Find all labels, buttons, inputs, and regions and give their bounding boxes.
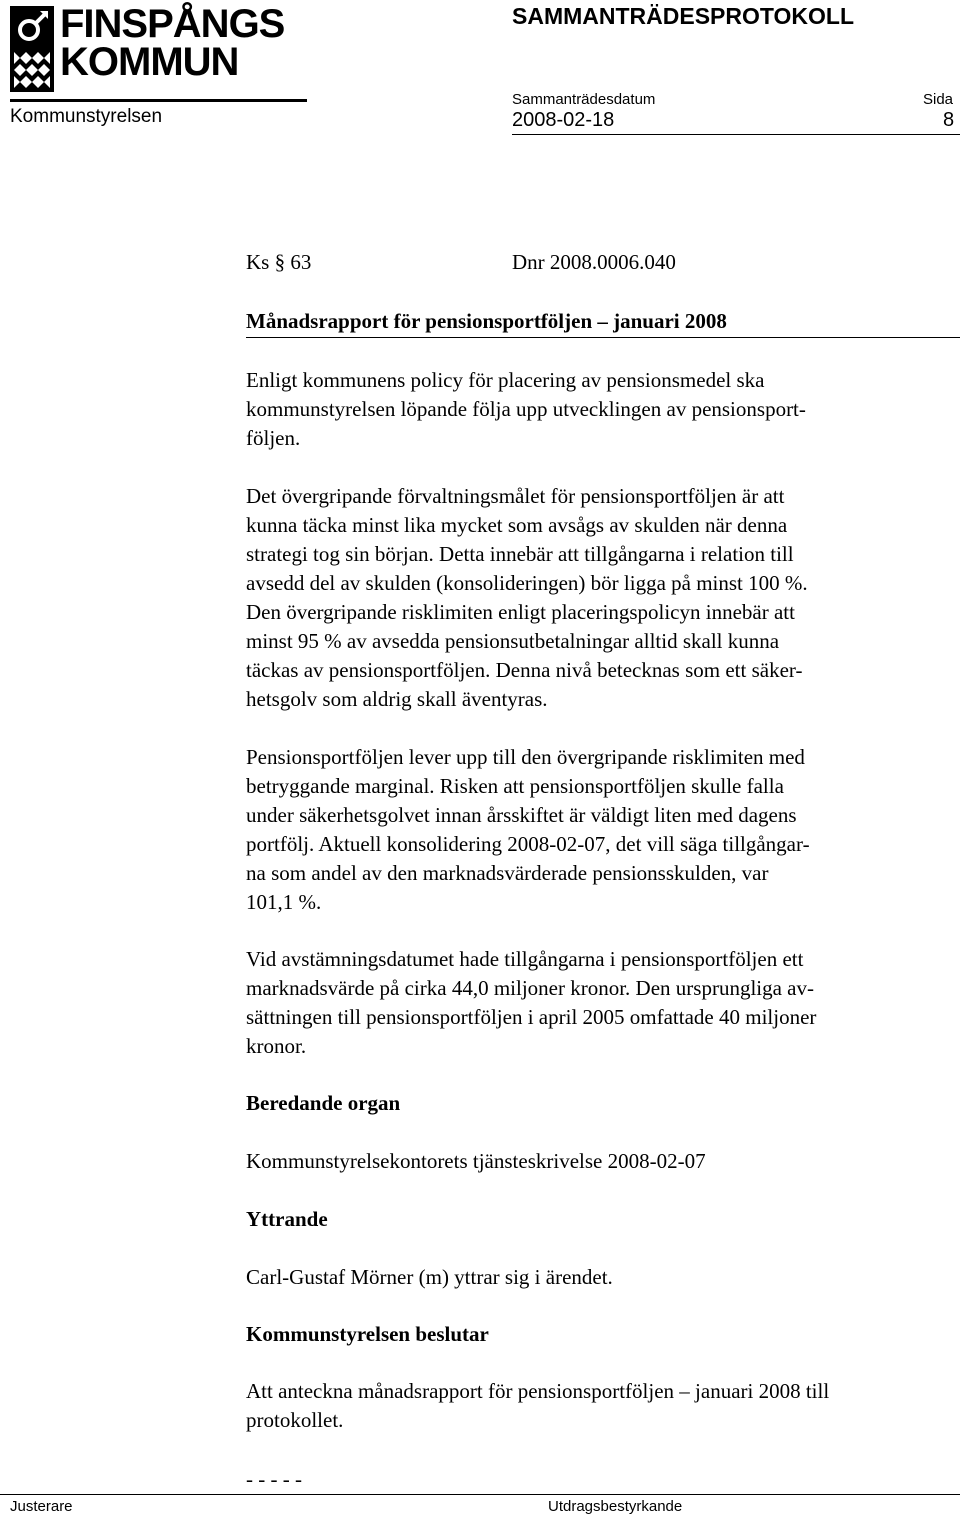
page-label: Sida bbox=[923, 91, 954, 108]
header-divider bbox=[512, 134, 960, 135]
footer-certification-label: Utdragsbestyrkande bbox=[548, 1498, 683, 1515]
case-paragraph-number: Ks § 63 bbox=[246, 250, 312, 274]
text-line: Det övergripande förvaltningsmålet för pensionsportföljen är att bbox=[246, 484, 785, 508]
text-line: Vid avstämningsdatumet hade tillgångarna i pensionsportföljen ett bbox=[246, 947, 804, 971]
case-registration-number: Dnr 2008.0006.040 bbox=[512, 250, 676, 274]
paragraph-4 bbox=[246, 945, 946, 1061]
text-line: portfölj. Aktuell konsolidering 2008-02-07, det vill säga tillgångar- bbox=[246, 832, 810, 856]
decision-text bbox=[246, 1377, 946, 1435]
text-line: protokollet. bbox=[246, 1408, 344, 1432]
text-line: täckas av pensionsportföljen. Denna nivå betecknas som ett säker- bbox=[246, 658, 803, 682]
preparing-body-heading: Beredande organ bbox=[246, 1091, 401, 1115]
paragraph-1 bbox=[246, 366, 946, 453]
logo-text-finspangs: FINSPÅNGS bbox=[60, 2, 285, 46]
organization-name: Kommunstyrelsen bbox=[10, 106, 163, 127]
text-line: Enligt kommunens policy för placering av pensionsmedel ska bbox=[246, 368, 765, 392]
preparing-body-text: Kommunstyrelsekontorets tjänsteskrivelse 2008-02-07 bbox=[246, 1149, 706, 1173]
text-line: betryggande marginal. Risken att pensionsportföljen skulle falla bbox=[246, 774, 784, 798]
text-line: avsedd del av skulden (konsolideringen) bör ligga på minst 100 %. bbox=[246, 571, 808, 595]
footer-adjuster-label: Justerare bbox=[10, 1498, 73, 1515]
text-line: strategi tog sin början. Detta innebär att tillgångarna i relation till bbox=[246, 542, 794, 566]
text-line: kommunstyrelsen löpande följa upp utvecklingen av pensionsport- bbox=[246, 397, 806, 421]
text-line: marknadsvärde på cirka 44,0 miljoner kronor. Den ursprungliga av- bbox=[246, 976, 814, 1000]
paragraph-3 bbox=[246, 743, 946, 917]
text-line: sättningen till pensionsportföljen i april 2005 omfattade 40 miljoner bbox=[246, 1005, 817, 1029]
page-number: 8 bbox=[943, 109, 955, 131]
date-label: Sammanträdesdatum bbox=[512, 91, 656, 108]
logo-text-kommun: KOMMUN bbox=[60, 40, 239, 84]
text-line: under säkerhetsgolvet innan årsskiftet är väldigt liten med dagens bbox=[246, 803, 797, 827]
municipal-coat-of-arms-icon bbox=[10, 6, 54, 92]
text-line: hetsgolv som aldrig skall äventyras. bbox=[246, 687, 548, 711]
case-title: Månadsrapport för pensionsportföljen – januari 2008 bbox=[246, 309, 727, 333]
text-line: kronor. bbox=[246, 1034, 307, 1058]
text-line: Att anteckna månadsrapport för pensionsportföljen – januari 2008 till bbox=[246, 1379, 830, 1403]
text-line: kunna täcka minst lika mycket som avsågs av skulden när denna bbox=[246, 513, 788, 537]
text-line: 101,1 %. bbox=[246, 890, 322, 914]
statement-heading: Yttrande bbox=[246, 1207, 328, 1231]
footer-divider bbox=[0, 1494, 960, 1495]
text-line: minst 95 % av avsedda pensionsutbetalningar alltid skall kunna bbox=[246, 629, 780, 653]
document-type-title: SAMMANTRÄDESPROTOKOLL bbox=[512, 3, 855, 29]
date-value: 2008-02-18 bbox=[512, 109, 615, 131]
logo-divider bbox=[10, 99, 307, 102]
text-line: Pensionsportföljen lever upp till den övergripande risklimiten med bbox=[246, 745, 805, 769]
statement-text: Carl-Gustaf Mörner (m) yttrar sig i ärendet. bbox=[246, 1265, 613, 1289]
text-line: na som andel av den marknadsvärderade pensionsskulden, var bbox=[246, 861, 769, 885]
text-line: följen. bbox=[246, 426, 301, 450]
text-line: Den övergripande risklimiten enligt placeringspolicyn innebär att bbox=[246, 600, 795, 624]
decision-heading: Kommunstyrelsen beslutar bbox=[246, 1322, 489, 1346]
paragraph-2 bbox=[246, 482, 946, 714]
title-divider bbox=[246, 337, 960, 338]
end-marker: - - - - - bbox=[246, 1467, 302, 1491]
